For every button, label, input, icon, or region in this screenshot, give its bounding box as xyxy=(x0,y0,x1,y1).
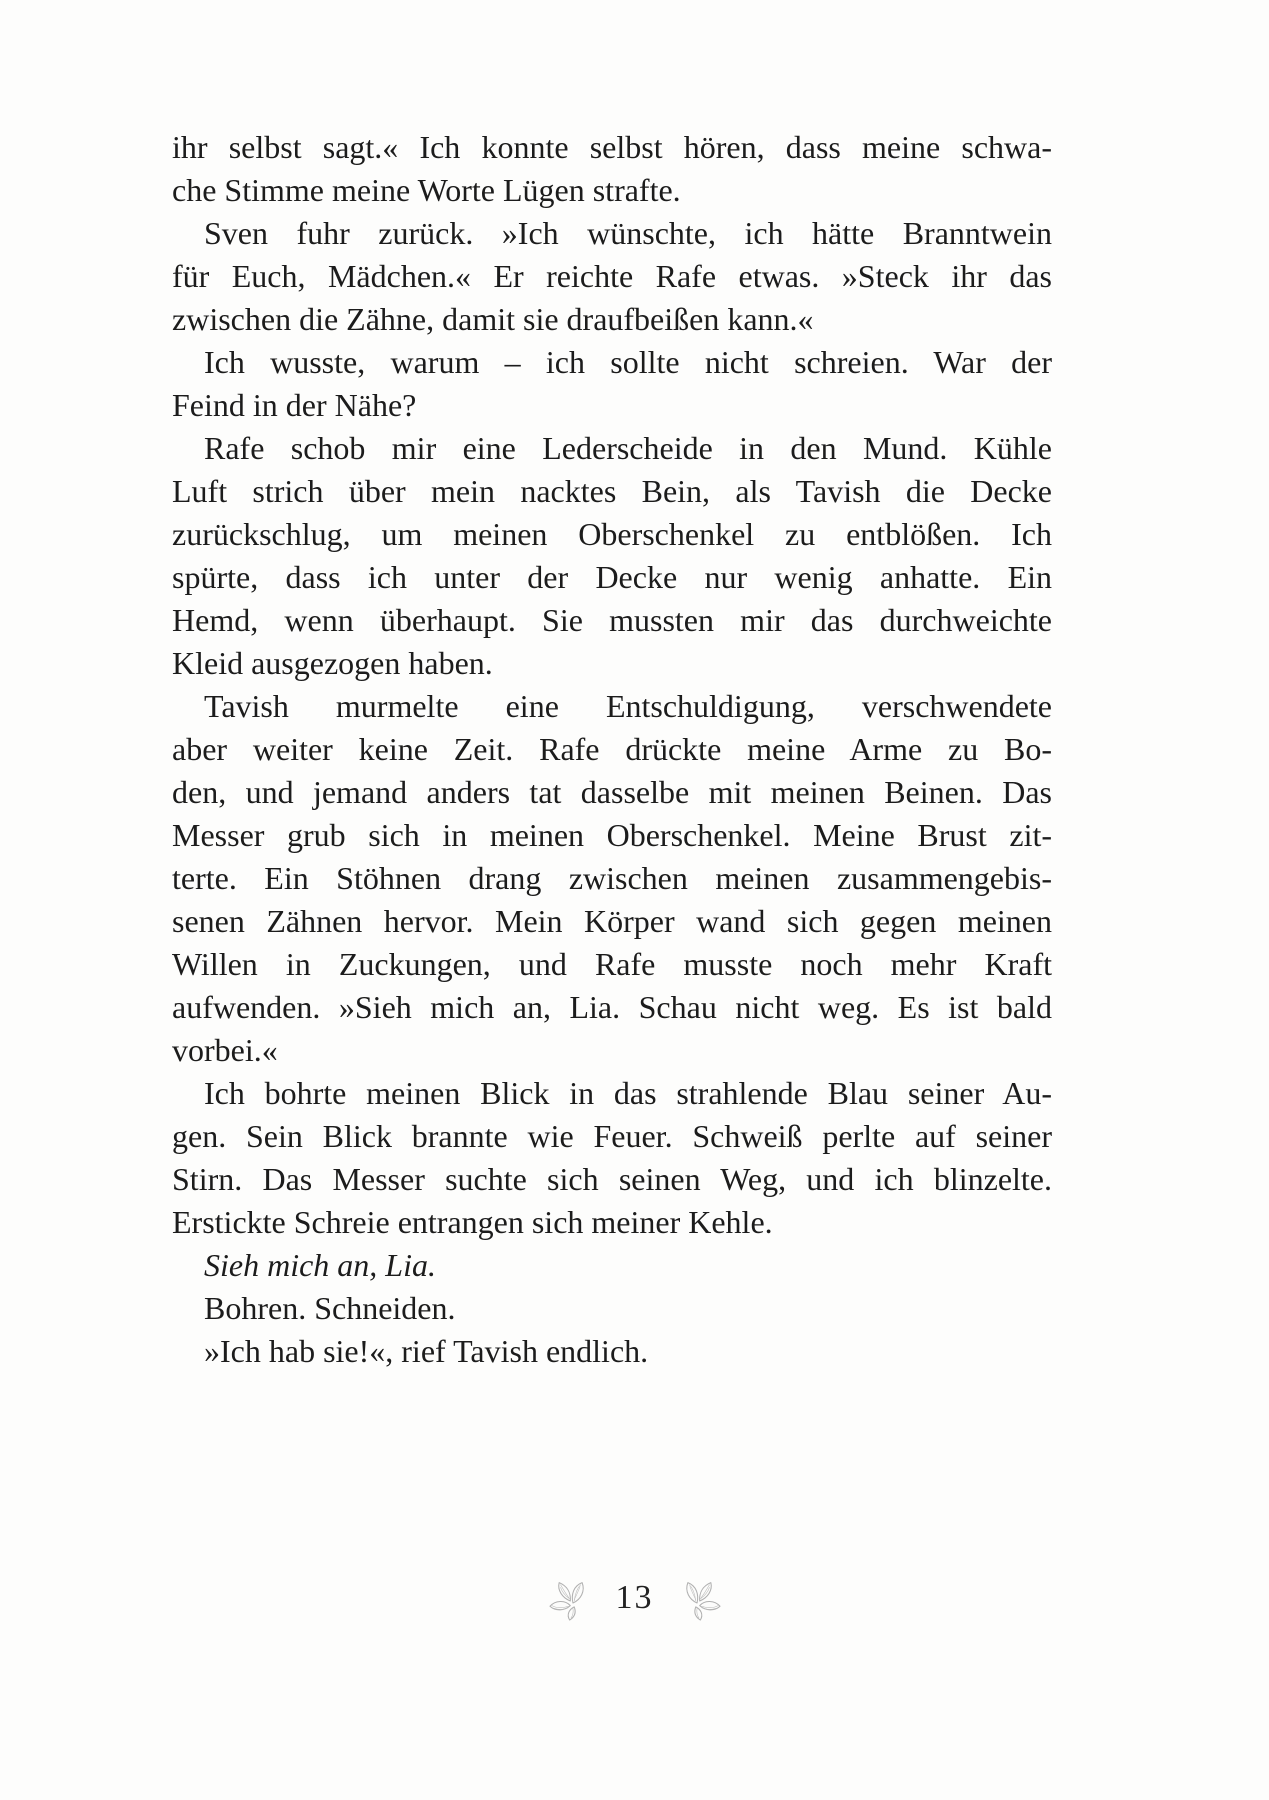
page-number: 13 xyxy=(615,1579,654,1616)
text-line: »Ich hab sie!«, rief Tavish endlich. xyxy=(204,1333,649,1369)
paragraph xyxy=(172,341,1052,427)
text-line: che Stimme meine Worte Lügen strafte. xyxy=(172,172,681,208)
paragraph xyxy=(172,126,1052,212)
paragraph xyxy=(172,1330,1052,1373)
text-line: für Euch, Mädchen.« Er reichte Rafe etwas. »Steck ihr das xyxy=(172,258,1052,294)
text-line: Willen in Zuckungen, und Rafe musste noch mehr Kraft xyxy=(172,946,1052,982)
text-line: Ich bohrte meinen Blick in das strahlende Blau seiner Au- xyxy=(204,1075,1052,1111)
page-footer xyxy=(0,1566,1269,1636)
leaf-sprig-icon xyxy=(548,1580,590,1622)
paragraph xyxy=(172,212,1052,341)
text-line: Rafe schob mir eine Lederscheide in den Mund. Kühle xyxy=(204,430,1052,466)
text-line: Stirn. Das Messer suchte sich seinen Weg, und ich blinzelte. xyxy=(172,1161,1052,1197)
text-line: senen Zähnen hervor. Mein Körper wand sich gegen meinen xyxy=(172,903,1052,939)
text-line: den, und jemand anders tat dasselbe mit meinen Beinen. Das xyxy=(172,774,1052,810)
text-line: terte. Ein Stöhnen drang zwischen meinen zusammengebis- xyxy=(172,860,1052,896)
text-line: Ich wusste, warum – ich sollte nicht schreien. War der xyxy=(204,344,1052,380)
text-line: aber weiter keine Zeit. Rafe drückte meine Arme zu Bo- xyxy=(172,731,1052,767)
text-line: gen. Sein Blick brannte wie Feuer. Schweiß perlte auf seiner xyxy=(172,1118,1052,1154)
text-line: Tavish murmelte eine Entschuldigung, verschwendete xyxy=(204,688,1052,724)
text-line: Erstickte Schreie entrangen sich meiner Kehle. xyxy=(172,1204,773,1240)
paragraph xyxy=(172,1287,1052,1330)
paragraph xyxy=(172,1244,1052,1287)
text-line: vorbei.« xyxy=(172,1032,278,1068)
text-line: zwischen die Zähne, damit sie draufbeißen kann.« xyxy=(172,301,814,337)
text-line: spürte, dass ich unter der Decke nur wenig anhatte. Ein xyxy=(172,559,1052,595)
text-line: Feind in der Nähe? xyxy=(172,387,417,423)
paragraph xyxy=(172,1072,1052,1244)
text-line: Bohren. Schneiden. xyxy=(204,1290,456,1326)
leaf-sprig-icon xyxy=(680,1580,722,1622)
paragraph xyxy=(172,685,1052,1072)
text-line: Sieh mich an, Lia. xyxy=(204,1247,436,1283)
text-line: Kleid ausgezogen haben. xyxy=(172,645,493,681)
text-line: aufwenden. »Sieh mich an, Lia. Schau nicht weg. Es ist bald xyxy=(172,989,1052,1025)
text-line: zurückschlug, um meinen Oberschenkel zu entblößen. Ich xyxy=(172,516,1052,552)
text-line: Sven fuhr zurück. »Ich wünschte, ich hätte Branntwein xyxy=(204,215,1052,251)
text-line: Hemd, wenn überhaupt. Sie mussten mir das durchweichte xyxy=(172,602,1052,638)
text-line: ihr selbst sagt.« Ich konnte selbst hören, dass meine schwa- xyxy=(172,129,1052,165)
page-text xyxy=(172,126,1052,1373)
paragraph xyxy=(172,427,1052,685)
text-line: Messer grub sich in meinen Oberschenkel. Meine Brust zit- xyxy=(172,817,1052,853)
text-line: Luft strich über mein nacktes Bein, als Tavish die Decke xyxy=(172,473,1052,509)
